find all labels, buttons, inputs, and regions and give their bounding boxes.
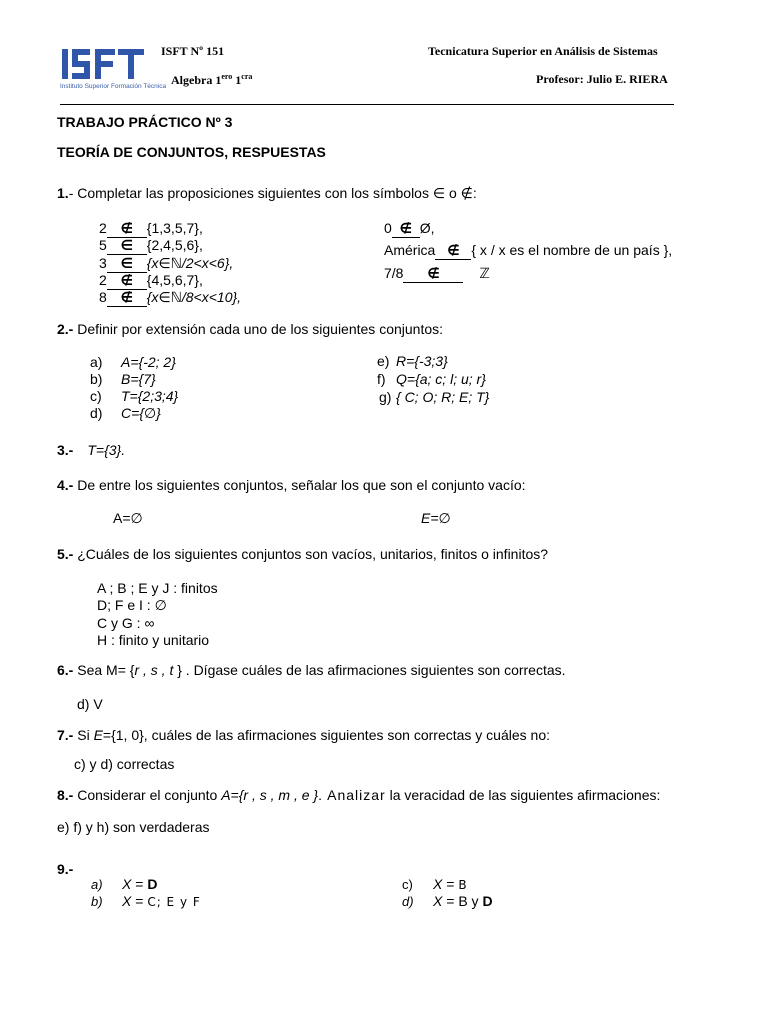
- q4-answer-a: A=∅: [113, 510, 143, 526]
- doc-title: TRABAJO PRÁCTICO Nº 3: [57, 114, 233, 130]
- q9-number: 9.-: [57, 861, 74, 877]
- doc-subtitle: TEORÍA DE CONJUNTOS, RESPUESTAS: [57, 144, 326, 160]
- q1-right-3: 7/8 ∉ ℤ: [384, 265, 490, 281]
- q2-item-g: g) { C; O; R; E; T}: [379, 389, 490, 405]
- q8-statement: 8.- Considerar el conjunto A={r , s , m , e }. Analizar la veracidad de las siguientes afirmaciones:: [57, 787, 661, 803]
- q4-statement: 4.- De entre los siguientes conjuntos, señalar los que son el conjunto vacío:: [57, 477, 526, 493]
- q9-item-a: a) X = D: [91, 876, 158, 892]
- q1-left-5: 8 ∉ {x∈ℕ/8<x<10},: [99, 289, 242, 305]
- logo-letters: [60, 47, 150, 81]
- q9-item-b: b) X = C; E y F: [91, 893, 201, 909]
- q6-statement: 6.- Sea M= {r , s , t } . Dígase cuáles de las afirmaciones siguientes son correctas.: [57, 662, 566, 678]
- q1-left-2: 5 ∈ {2,4,5,6},: [99, 237, 203, 253]
- q7-answer: c) y d) correctas: [74, 756, 175, 772]
- logo-subtitle: Instituto Superior Formación Técnica: [60, 83, 167, 90]
- q5-line-3: C y G : ∞: [97, 615, 155, 631]
- q1-left-3: 3 ∈ {x∈ℕ/2<x<6},: [99, 255, 234, 271]
- isft-logo: [60, 47, 167, 97]
- q2-item-f: f) Q={a; c; l; u; r}: [377, 371, 486, 387]
- q1-left-1: 2 ∉ {1,3,5,7},: [99, 220, 203, 236]
- q4-answer-e: E=∅: [421, 510, 451, 526]
- q1-statement: 1.- Completar las proposiciones siguientes con los símbolos ∈ o ∉:: [57, 185, 477, 201]
- q5-line-4: H : finito y unitario: [97, 632, 210, 648]
- institute-number: ISFT Nº 151: [161, 44, 225, 58]
- q1-right-1: 0 ∉ Ø,: [384, 220, 435, 236]
- q9-item-d: d) X = B y D: [402, 893, 493, 909]
- q6-answer: d) V: [77, 696, 103, 712]
- q1-right-2: América ∉ { x / x es el nombre de un país },: [384, 242, 673, 258]
- q2-item-a: a) A={-2; 2}: [90, 354, 176, 370]
- q7-statement: 7.- Si E={1, 0}, cuáles de las afirmaciones siguientes son correctas y cuáles no:: [57, 727, 551, 743]
- q2-item-d: d) C={∅}: [90, 405, 161, 421]
- q2-statement: 2.- Definir por extensión cada uno de los siguientes conjuntos:: [57, 321, 444, 337]
- q2-item-b: b) B={7}: [90, 371, 156, 387]
- career-name: Tecnicatura Superior en Análisis de Sistemas: [428, 44, 658, 58]
- course-name: Algebra $1^{ero}$ $1^{cra}$: [171, 72, 253, 87]
- q5-statement: 5.- ¿Cuáles de los siguientes conjuntos son vacíos, unitarios, finitos o infinitos?: [57, 546, 549, 562]
- q8-answer: e) f) y h) son verdaderas: [57, 819, 210, 835]
- professor-name: Profesor: Julio E. RIERA: [536, 72, 668, 86]
- q1-left-4: 2 ∉ {4,5,6,7},: [99, 272, 203, 288]
- q2-item-e: e) R={-3;3}: [377, 353, 448, 369]
- q5-line-2: D; F e I : ∅: [97, 597, 167, 613]
- q5-line-1: A ; B ; E y J : finitos: [97, 580, 218, 596]
- q9-item-c: c) X = B: [402, 876, 467, 892]
- q2-item-c: c) T={2;3;4}: [90, 388, 179, 404]
- q3-answer: 3.- T={3}.: [57, 442, 126, 458]
- header-rule: [60, 104, 674, 105]
